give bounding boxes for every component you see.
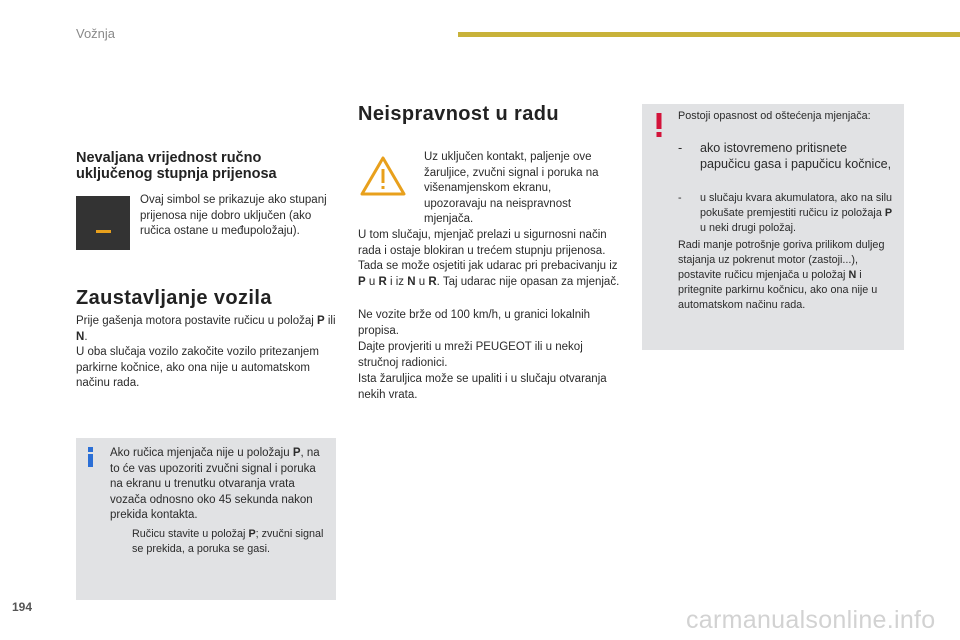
chapter-accent-bar: [458, 32, 960, 37]
gear-indicator-text: Ovaj simbol se prikazuje ako stupanj prijenosa nije dobro uključen (ako ručica ostane u međupoložaju).: [140, 194, 327, 238]
warning-intro: Postoji opasnost od oštećenja mjenjača:: [678, 110, 871, 122]
gear-dash-symbol: [96, 230, 111, 233]
malfunction-paragraph-2: Ne vozite brže od 100 km/h, u granici lokalnih propisa.: [358, 309, 591, 337]
info-icon: [84, 446, 98, 466]
subsection-title-gear-value: Nevaljana vrijednost ručno uključenog stupnja prijenosa: [76, 150, 277, 182]
malfunction-paragraph-1: U tom slučaju, mjenjač prelazi u sigurnosni način rada i ostaje blokiran u trećem stupnju prijenosa. Tada se može osjetiti jak udarac pri prebacivanju iz P u R i iz N u R. Taj udarac nije opasan za mjenjač.: [358, 229, 620, 288]
info-note-text: Ako ručica mjenjača nije u položaju P, na to će vas upozoriti zvučni signal i poruka na ekranu u trenutku otvaranja vrata vozača odnosno oko 45 sekunda nakon prekida kontakta.: [110, 447, 320, 522]
watermark: carmanualsonline.info: [686, 606, 936, 634]
malfunction-intro: Uz uključen kontakt, paljenje ove žaruljice, zvučni signal i poruka na višenamjenskom ekranu, upozoravaju na neispravnost mjenjača.: [424, 151, 599, 226]
info-note-bullet: Ručicu stavite u položaj P; zvučni signal se prekida, a poruka se gasi.: [132, 528, 324, 555]
section-title-malfunction: Neispravnost u radu: [358, 103, 559, 125]
gear-indicator-icon: [76, 196, 130, 250]
section-title-stopping: Zaustavljanje vozila: [76, 287, 272, 309]
page-number: 194: [12, 600, 33, 614]
stopping-paragraph-1: Prije gašenja motora postavite ručicu u položaj P ili N.: [76, 315, 336, 343]
stopping-paragraph-2: U oba slučaja vozilo zakočite vozilo pritezanjem parkirne kočnice, ako ona nije u automatskom načinu rada.: [76, 346, 319, 390]
fuel-saving-paragraph: Radi manje potrošnje goriva prilikom duljeg stajanja uz pokrenut motor (zastoji...), postavite ručicu mjenjača u položaj N i pritegnite parkirnu kočnicu, ako ona nije u automatskom načinu rada.: [678, 239, 885, 311]
chapter-title: Vožnja: [76, 26, 116, 41]
malfunction-paragraph-3: Dajte provjeriti u mreži PEUGEOT ili u nekoj stručnoj radionici.: [358, 341, 583, 369]
warning-item-2: - u slučaju kvara akumulatora, ako na silu pokušate premjestiti ručicu iz položaja P u neki drugi položaj.: [678, 192, 893, 234]
exclamation-icon: [652, 112, 666, 138]
malfunction-paragraph-4: Ista žaruljica može se upaliti i u slučaju otvaranja nekih vrata.: [358, 373, 607, 401]
warning-item-1: - ako istovremeno pritisnete papučicu gasa i papučicu kočnice,: [678, 141, 892, 171]
warning-triangle-icon: [360, 156, 406, 196]
